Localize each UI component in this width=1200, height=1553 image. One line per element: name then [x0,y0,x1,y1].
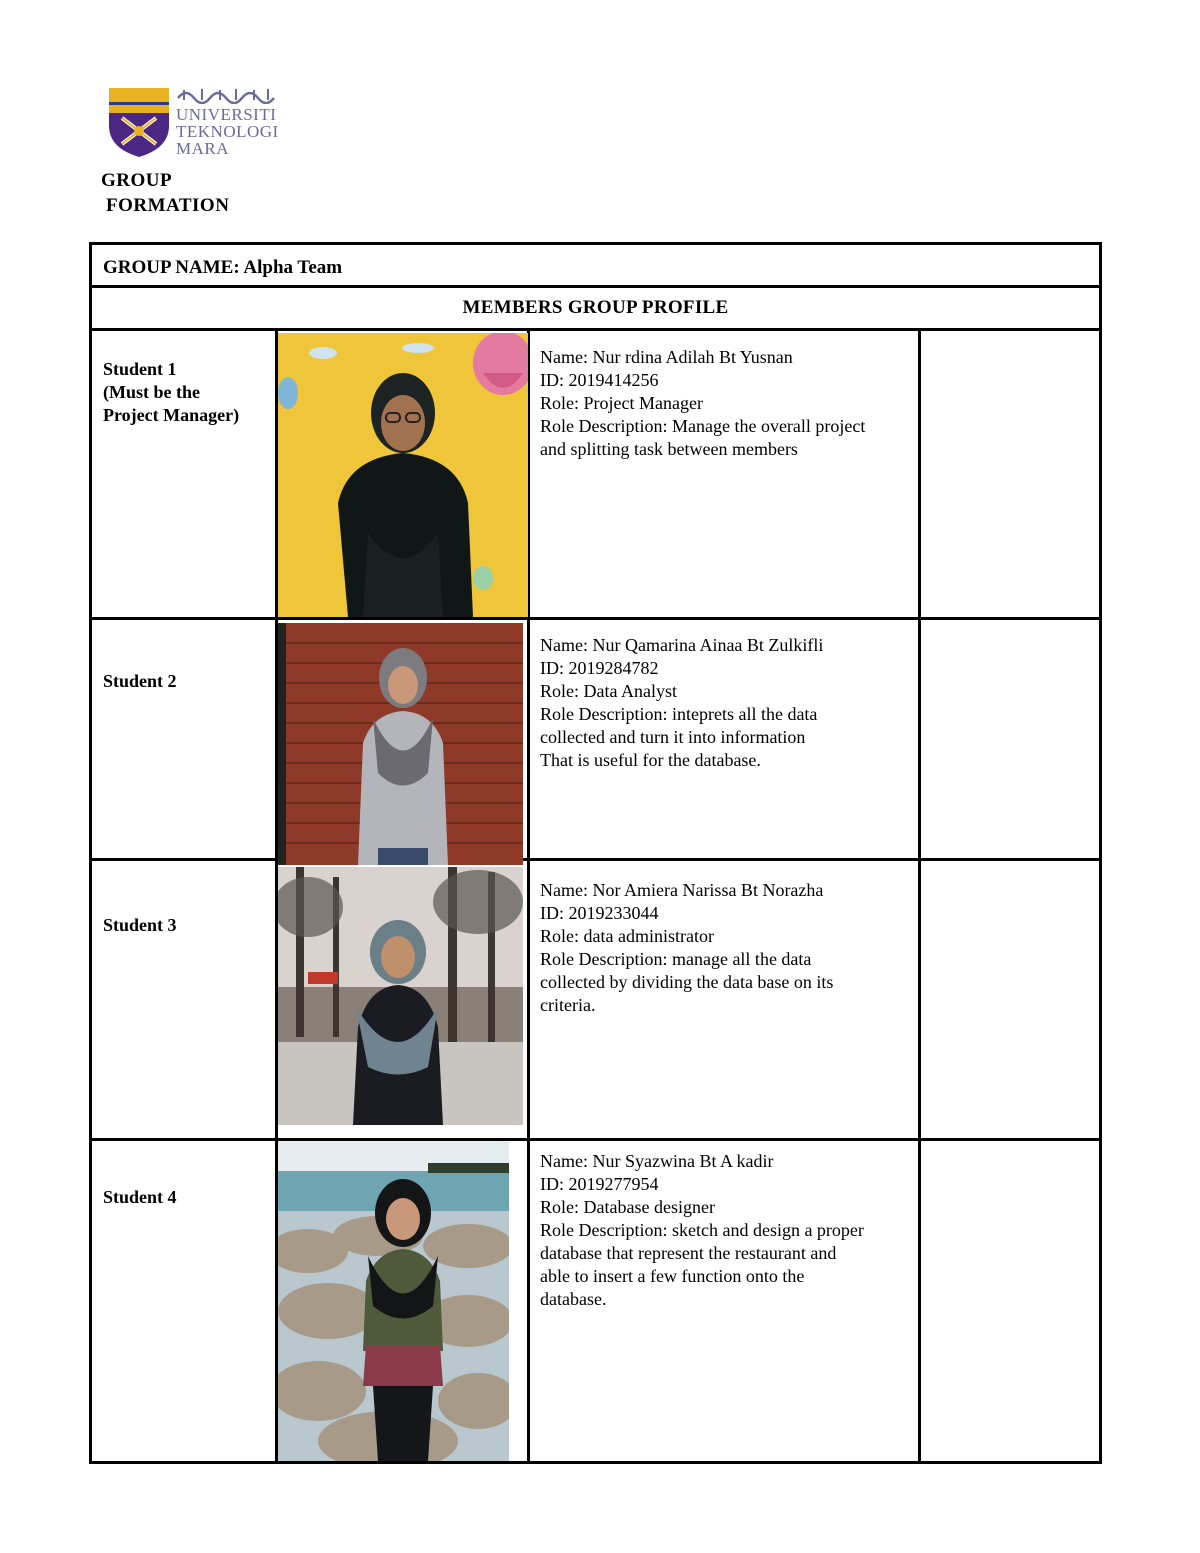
role-description-cont: database. [540,1289,607,1309]
role-description: Role Description: sketch and design a proper [540,1220,864,1240]
role-description-cont: criteria. [540,995,596,1015]
student-id: ID: 2019233044 [540,903,659,923]
role-description-cont: collected by dividing the data base on its [540,972,834,992]
role-description-cont: and splitting task between members [540,439,798,459]
student-role: Role: Project Manager [540,393,703,413]
student-name: Name: Nur Qamarina Ainaa Bt Zulkifli [540,635,824,655]
document-title [101,168,229,218]
student-label-line: Student 4 [103,1187,177,1207]
role-description-cont: able to insert a few function onto the [540,1266,805,1286]
row-divider [92,617,1099,620]
group-profile-table [89,242,1102,1464]
student-label-line: (Must be the [103,382,200,402]
student-role: Role: Data Analyst [540,681,677,701]
student-role: Role: Database designer [540,1197,715,1217]
student-label-line: Student 3 [103,915,177,935]
student-name: Name: Nor Amiera Narissa Bt Norazha [540,880,824,900]
student-4-info [540,1150,920,1311]
logo-line-1: UNIVERSITI [176,105,277,124]
student-1-info [540,346,920,461]
student-1-label [103,358,239,427]
divider [92,285,1099,288]
student-label-line: Student 2 [103,671,177,691]
role-description: Role Description: inteprets all the data [540,704,818,724]
student-1-photo [278,333,528,617]
student-id: ID: 2019277954 [540,1174,659,1194]
student-4-photo [278,1141,509,1461]
student-2-info [540,634,920,772]
uitm-crest-icon [106,86,172,158]
student-id: ID: 2019414256 [540,370,659,390]
student-3-photo [278,867,523,1125]
role-description: Role Description: manage all the data [540,949,812,969]
role-description-cont: database that represent the restaurant and [540,1243,837,1263]
logo-line-2: TEKNOLOGI [176,122,279,141]
logo-line-3: MARA [176,139,230,158]
student-2-photo [278,623,523,865]
student-label-line: Project Manager) [103,405,240,425]
profile-heading: MEMBERS GROUP PROFILE [462,297,729,318]
student-name: Name: Nur Syazwina Bt A kadir [540,1151,774,1171]
group-name: GROUP NAME: Alpha Team [103,257,343,278]
role-description-cont: That is useful for the database. [540,750,761,770]
title-line-2: FORMATION [106,195,230,216]
row-divider [92,1138,1099,1141]
student-3-info [540,879,920,1017]
divider [92,328,1099,331]
student-role: Role: data administrator [540,926,714,946]
title-line-1: GROUP [101,170,173,191]
student-label-line: Student 1 [103,359,177,379]
student-name: Name: Nur rdina Adilah Bt Yusnan [540,347,793,367]
university-logo [106,86,278,158]
student-3-label [103,914,177,937]
student-2-label [103,670,177,693]
role-description-cont: collected and turn it into information [540,727,806,747]
student-4-label [103,1186,177,1209]
row-divider [92,858,1099,861]
role-description: Role Description: Manage the overall project [540,416,866,436]
student-id: ID: 2019284782 [540,658,659,678]
